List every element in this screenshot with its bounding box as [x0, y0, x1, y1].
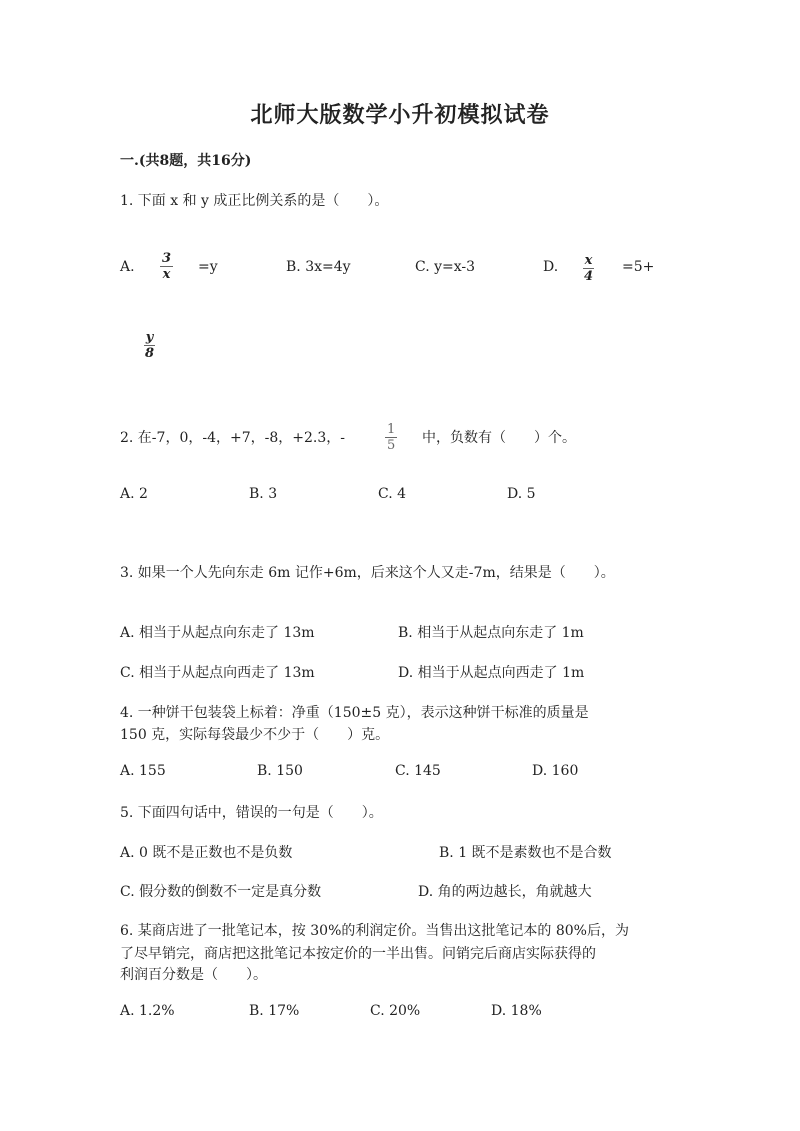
fraction-denominator: 5	[387, 438, 396, 453]
question-1-stem: 1. 下面 x 和 y 成正比例关系的是（ ）。	[120, 193, 389, 209]
section-heading: 一.(共8题，共16分)	[120, 153, 252, 169]
q5-option-c: C. 假分数的倒数不一定是真分数	[120, 884, 322, 900]
q4-option-d: D. 160	[532, 763, 579, 779]
question-2-fraction	[385, 422, 397, 453]
question-6-stem-line-2: 了尽早销完，商店把这批笔记本按定价的一半出售。问销完后商店实际获得的	[120, 946, 596, 962]
question-4-stem-line-2: 150 克，实际每袋最少不少于（ ）克。	[120, 727, 390, 743]
q3-option-c: C. 相当于从起点向西走了 13m	[120, 665, 315, 681]
question-3-stem: 3. 如果一个人先向东走 6m 记作+6m，后来这个人又走-7m，结果是（ ）。	[120, 565, 615, 581]
fraction-denominator: 8	[145, 346, 155, 361]
q6-option-d: D. 18%	[491, 1003, 542, 1019]
fraction-denominator: 4	[584, 269, 594, 284]
q5-option-d: D. 角的两边越长，角就越大	[418, 884, 592, 900]
q3-option-d: D. 相当于从起点向西走了 1m	[398, 665, 585, 681]
page-title: 北师大版数学小升初模拟试卷	[250, 102, 550, 128]
q2-option-c: C. 4	[378, 486, 407, 502]
fraction-numerator: x	[584, 253, 593, 268]
q3-option-a: A. 相当于从起点向东走了 13m	[120, 625, 315, 641]
q5-option-b: B. 1 既不是素数也不是合数	[439, 845, 612, 861]
fraction-numerator: 3	[162, 251, 172, 266]
fraction-numerator: y	[145, 330, 154, 345]
q6-option-c: C. 20%	[370, 1003, 421, 1019]
question-2-stem-before: 2. 在-7，0，-4，+7，-8，+2.3，-	[120, 430, 345, 446]
q1-option-a-fraction	[160, 251, 173, 282]
q2-option-a: A. 2	[120, 486, 148, 502]
q1-option-c: C. y=x-3	[415, 259, 476, 275]
q1-option-d-label: D.	[543, 259, 559, 275]
q1-option-d-fraction-2	[143, 330, 156, 361]
fraction-numerator: 1	[387, 422, 396, 437]
q2-option-b: B. 3	[249, 486, 278, 502]
question-4-stem-line-1: 4. 一种饼干包装袋上标着：净重（150±5 克），表示这种饼干标准的质量是	[120, 705, 589, 721]
question-6-stem-line-1: 6. 某商店进了一批笔记本，按 30%的利润定价。当售出这批笔记本的 80%后，为	[120, 923, 629, 939]
q1-option-d-fraction	[582, 253, 595, 284]
q5-option-a: A. 0 既不是正数也不是负数	[120, 845, 293, 861]
q4-option-a: A. 155	[120, 763, 166, 779]
q3-option-b: B. 相当于从起点向东走了 1m	[398, 625, 584, 641]
q1-option-a-tail: =y	[198, 259, 218, 275]
q6-option-b: B. 17%	[249, 1003, 300, 1019]
question-5-stem: 5. 下面四句话中，错误的一句是（ ）。	[120, 805, 383, 821]
q1-option-d-tail: =5+	[622, 259, 655, 275]
q1-option-b: B. 3x=4y	[286, 259, 351, 275]
question-2-stem-after: 中，负数有（ ）个。	[422, 430, 576, 446]
fraction-denominator: x	[162, 267, 171, 282]
question-6-stem-line-3: 利润百分数是（ ）。	[120, 967, 267, 983]
q6-option-a: A. 1.2%	[120, 1003, 175, 1019]
q4-option-b: B. 150	[257, 763, 303, 779]
q2-option-d: D. 5	[507, 486, 536, 502]
q1-option-a-label: A.	[120, 259, 135, 275]
q4-option-c: C. 145	[395, 763, 441, 779]
